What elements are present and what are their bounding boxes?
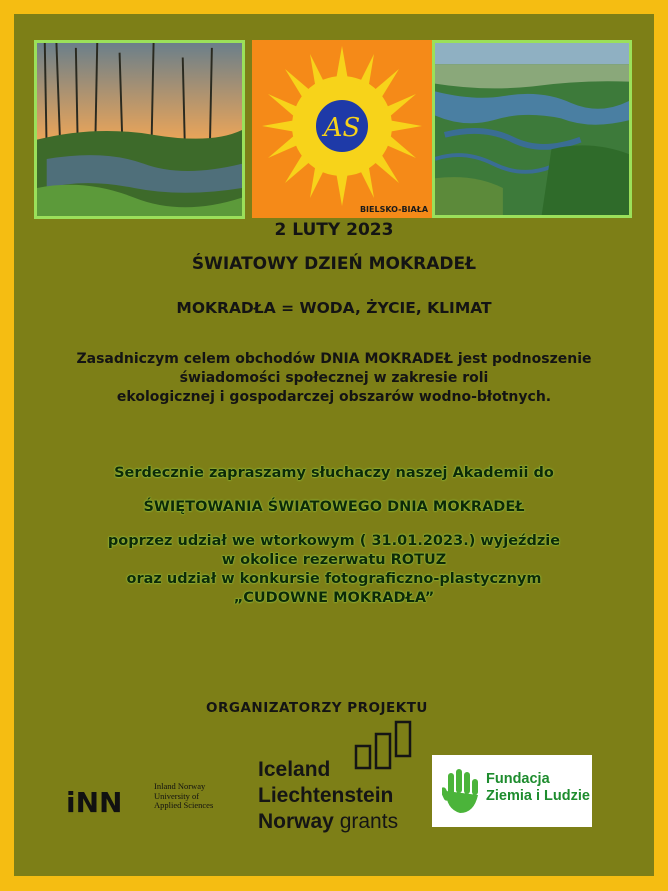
- hand-icon: [442, 769, 482, 815]
- norway-grants-logo: [258, 720, 428, 840]
- inn-name: [154, 782, 244, 811]
- invitation-line: w okolice rezerwatu ROTUZ: [221, 552, 447, 568]
- foundation-name: [486, 771, 590, 805]
- logo-letters: AS: [323, 113, 361, 143]
- invitation-details: [14, 532, 654, 608]
- aerial-wetland-photo: [432, 40, 632, 218]
- invitation-line: ŚWIĘTOWANIA ŚWIATOWEGO DNIA MOKRADEŁ: [143, 499, 525, 515]
- grants-word: grants: [339, 810, 399, 833]
- intro-line: świadomości społecznej w zakresie roli: [179, 370, 489, 386]
- foundation-line: Ziemia i Ludzie: [486, 788, 590, 804]
- event-date: 2 LUTY 2023: [274, 220, 394, 240]
- event-title: ŚWIATOWY DZIEŃ MOKRADEŁ: [191, 254, 477, 274]
- foundation-logo: [432, 755, 592, 827]
- invitation-line: oraz udział w konkursie fotograficzno-plastycznym: [126, 571, 542, 587]
- invitation-line: poprzez udział we wtorkowym ( 31.01.2023.) wyjeździe: [107, 533, 561, 549]
- grants-line: Iceland: [258, 758, 331, 781]
- logo-city: BIELSKO-BIAŁA: [359, 205, 429, 214]
- grants-country: Norway: [258, 810, 334, 833]
- inn-line: Applied Sciences: [154, 800, 214, 810]
- intro-line: ekologicznej i gospodarczej obszarów wodno-błotnych.: [116, 389, 552, 405]
- grants-line: Liechtenstein: [258, 784, 394, 807]
- foundation-line: Fundacja: [486, 771, 550, 787]
- invitation-line: Serdecznie zapraszamy słuchaczy naszej Akademii do: [114, 465, 554, 481]
- poster: [14, 14, 654, 876]
- inn-university-logo: [64, 774, 224, 822]
- invitation-line: „CUDOWNE MOKRADŁA”: [233, 590, 435, 606]
- intro-paragraph: [14, 350, 654, 407]
- grants-line: [258, 810, 398, 834]
- intro-line: Zasadniczym celem obchodów DNIA MOKRADEŁ jest podnoszenie: [76, 351, 592, 367]
- slogan: MOKRADŁA = WODA, ŻYCIE, KLIMAT: [176, 299, 492, 317]
- academy-logo: [252, 40, 432, 218]
- wetland-forest-photo: [34, 40, 245, 219]
- inn-mark-icon: [64, 774, 154, 822]
- inn-line: University of: [154, 790, 200, 801]
- organizers-heading: ORGANIZATORZY PROJEKTU: [206, 700, 428, 716]
- inn-line: Inland Norway: [154, 781, 206, 791]
- inn-mark: iNN: [66, 786, 123, 819]
- grants-bars-icon: [354, 720, 414, 770]
